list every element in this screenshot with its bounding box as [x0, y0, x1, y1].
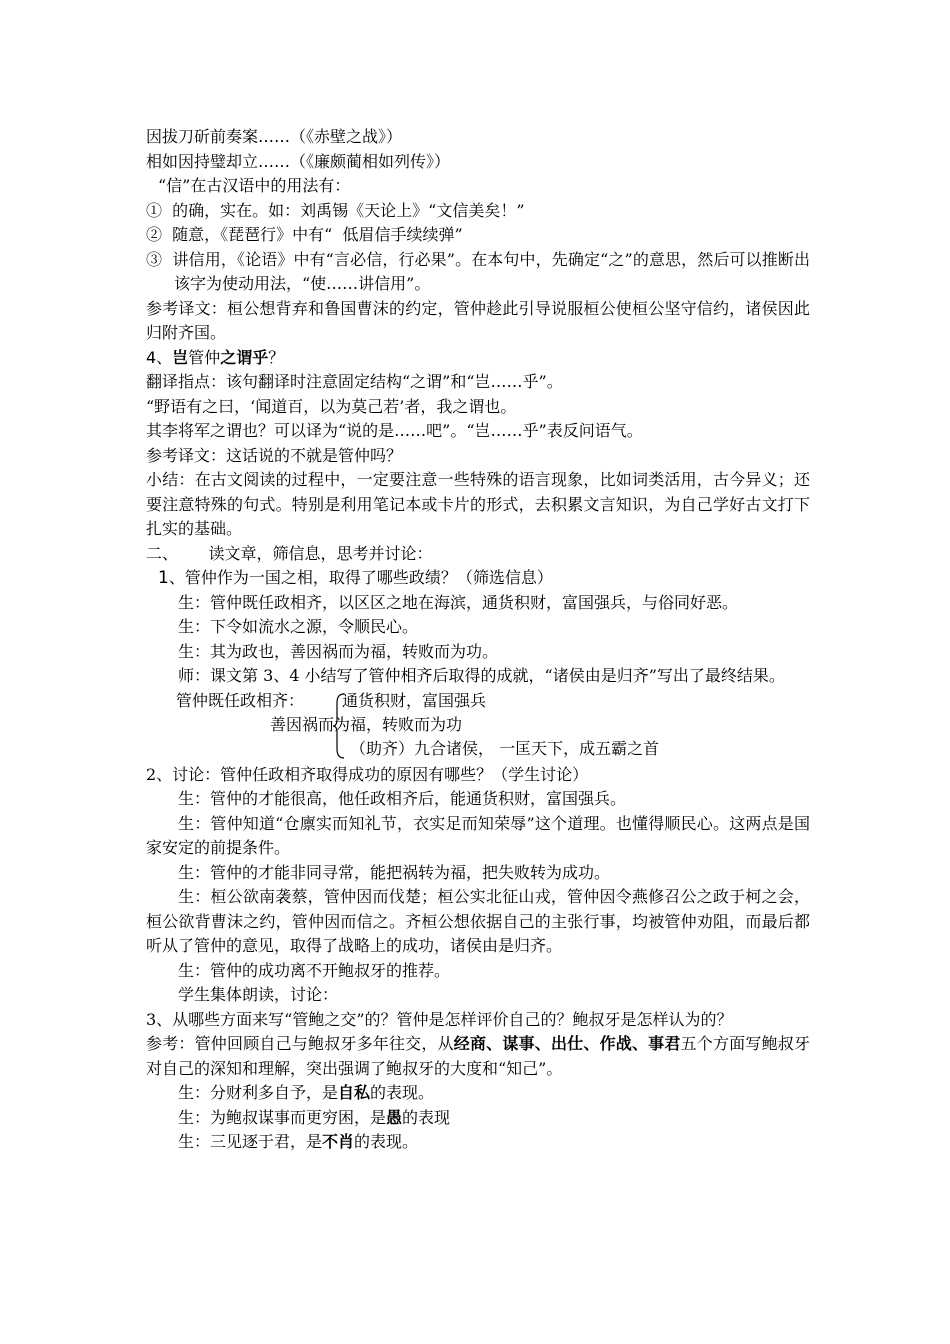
paragraph-text: 参考：管仲回顾自己与鲍叔牙多年往交，从	[146, 1034, 454, 1053]
heading-bold-text: 岂	[172, 347, 189, 367]
answer-text: 的表现	[402, 1107, 451, 1127]
question-heading	[146, 566, 810, 591]
question-text: 、管仲作为一国之相，取得了哪些政绩？（筛选信息）	[168, 568, 553, 587]
text-line: “野语有之曰，‘闻道百，以为莫己若’者，我之谓也。	[146, 396, 517, 416]
list-item: ③ 讲信用，《论语》中有“言必信，行必果”。在本句中，先确定“之”的意思，然后可以推断出该字为使动用法，“使……讲信用”。	[146, 249, 810, 293]
answer-line	[146, 1081, 810, 1106]
emphasis-text: 不肖	[322, 1132, 355, 1151]
text-line: 因拔刀斫前奏案……（《赤壁之战》）	[146, 127, 403, 146]
paragraph-text: 五个方面写鲍叔牙对自己的深知和理解，突出强调了鲍叔牙的大度和“知己”。	[146, 1034, 810, 1078]
text-line: 学生集体朗读，讨论：	[178, 985, 339, 1004]
brace-label: 管仲既任政相齐：	[176, 690, 305, 710]
answer-line: 生：桓公欲南袭蔡，管仲因而伐楚；桓公实北征山戎，管仲因令燕修召公之政于柯之会，桓公欲背曹沫之约，管仲因而信之。齐桓公想依据自己的主张行事，均被管仲劝阻，而最后都听从了管仲的意见，取得了战略上的成功，诸侯由是归齐。	[146, 887, 810, 955]
heading-text: 管仲	[188, 347, 221, 367]
heading-number: 4、	[146, 347, 173, 367]
answer-line: 生：管仲的才能非同寻常，能把祸转为福，把失败转为成功。	[178, 862, 611, 882]
answer-text: 生：分财利多自予，是	[178, 1083, 339, 1102]
answer-line: 生：管仲知道“仓廪实而知礼节，衣实足而知荣辱”这个道理。也懂得顺民心。这两点是国家安定的前提条件。	[146, 813, 810, 857]
paragraph: 参考译文：桓公想背弃和鲁国曹沫的约定，管仲趁此引导说服桓公使桓公坚守信约，诸侯因此归附齐国。	[146, 298, 810, 342]
answer-line	[146, 1106, 810, 1131]
heading-text: ？	[268, 347, 285, 367]
summary-brace-block	[146, 689, 810, 763]
list-item: ① 的确，实在。如：刘禹锡《天论上》“文信美矣！”	[146, 200, 525, 220]
text-line: 相如因持璧却立……（《廉颇蔺相如列传》）	[146, 151, 451, 171]
list-item: ② 随意，《琵琶行》中有“ 低眉信手续续弹”	[146, 225, 463, 244]
brace-item: （助齐）九合诸侯， 一匡天下，成五霸之首	[350, 738, 660, 758]
section-heading: 二、 读文章，筛信息，思考并讨论：	[146, 543, 433, 563]
teacher-note: 师：课文第 3、4 小结写了管仲相齐后取得的成就，“诸侯由是归齐”写出了最终结果。	[178, 666, 785, 685]
emphasis-text: 经商、谋事、出仕、作战、事君	[453, 1034, 681, 1053]
paragraph	[146, 1032, 810, 1081]
brace-item: 通货积财，富国强兵	[342, 690, 487, 710]
section-heading	[146, 346, 810, 371]
answer-text: 生：为鲍叔谋事而更穷困，是	[178, 1107, 387, 1127]
document-body	[146, 125, 810, 1155]
answer-line: 生：其为政也，善因祸而为福，转败而为功。	[178, 641, 499, 661]
question-number: 1	[158, 568, 169, 588]
text-line: 翻译指点：该句翻译时注意固定结构“之谓”和“岂……乎”。	[146, 372, 563, 391]
text-line: 其李将军之谓也？可以译为“说的是……吧”。“岂……乎”表反问语气。	[146, 421, 643, 440]
answer-line: 生：管仲的才能很高，他任政相齐后，能通货积财，富国强兵。	[178, 789, 627, 808]
emphasis-text: 愚	[386, 1107, 403, 1127]
paragraph: 小结：在古文阅读的过程中，一定要注意一些特殊的语言现象，比如词类活用，古今异义；还要注意特殊的句式。特别是利用笔记本或卡片的形式，去积累文言知识，为自己学好古文打下扎实的基础。	[146, 470, 810, 538]
text-line: 参考译文：这话说的不就是管仲吗？	[146, 445, 403, 465]
answer-text: 生：三见逐于君，是	[178, 1132, 323, 1151]
brace-item: 善因祸而为福，转败而为功	[270, 714, 463, 734]
answer-line	[146, 1130, 810, 1155]
answer-line: 生：管仲既任政相齐，以区区之地在海滨，通货积财，富国强兵，与俗同好恶。	[178, 592, 739, 612]
text-line: “信”在古汉语中的用法有：	[158, 176, 351, 195]
answer-text: 的表现。	[370, 1083, 435, 1102]
answer-text: 的表现。	[354, 1132, 419, 1151]
emphasis-text: 自私	[338, 1083, 371, 1102]
answer-line: 生：下令如流水之源，令顺民心。	[178, 617, 419, 636]
answer-line: 生：管仲的成功离不开鲍叔牙的推荐。	[178, 960, 451, 980]
question-heading: 2、讨论：管仲任政相齐取得成功的原因有哪些？（学生讨论）	[146, 764, 589, 784]
question-heading: 3、从哪些方面来写“管鲍之交”的？管仲是怎样评价自己的？鲍叔牙是怎样认为的？	[146, 1009, 733, 1029]
heading-bold-text: 之谓乎	[220, 347, 269, 367]
